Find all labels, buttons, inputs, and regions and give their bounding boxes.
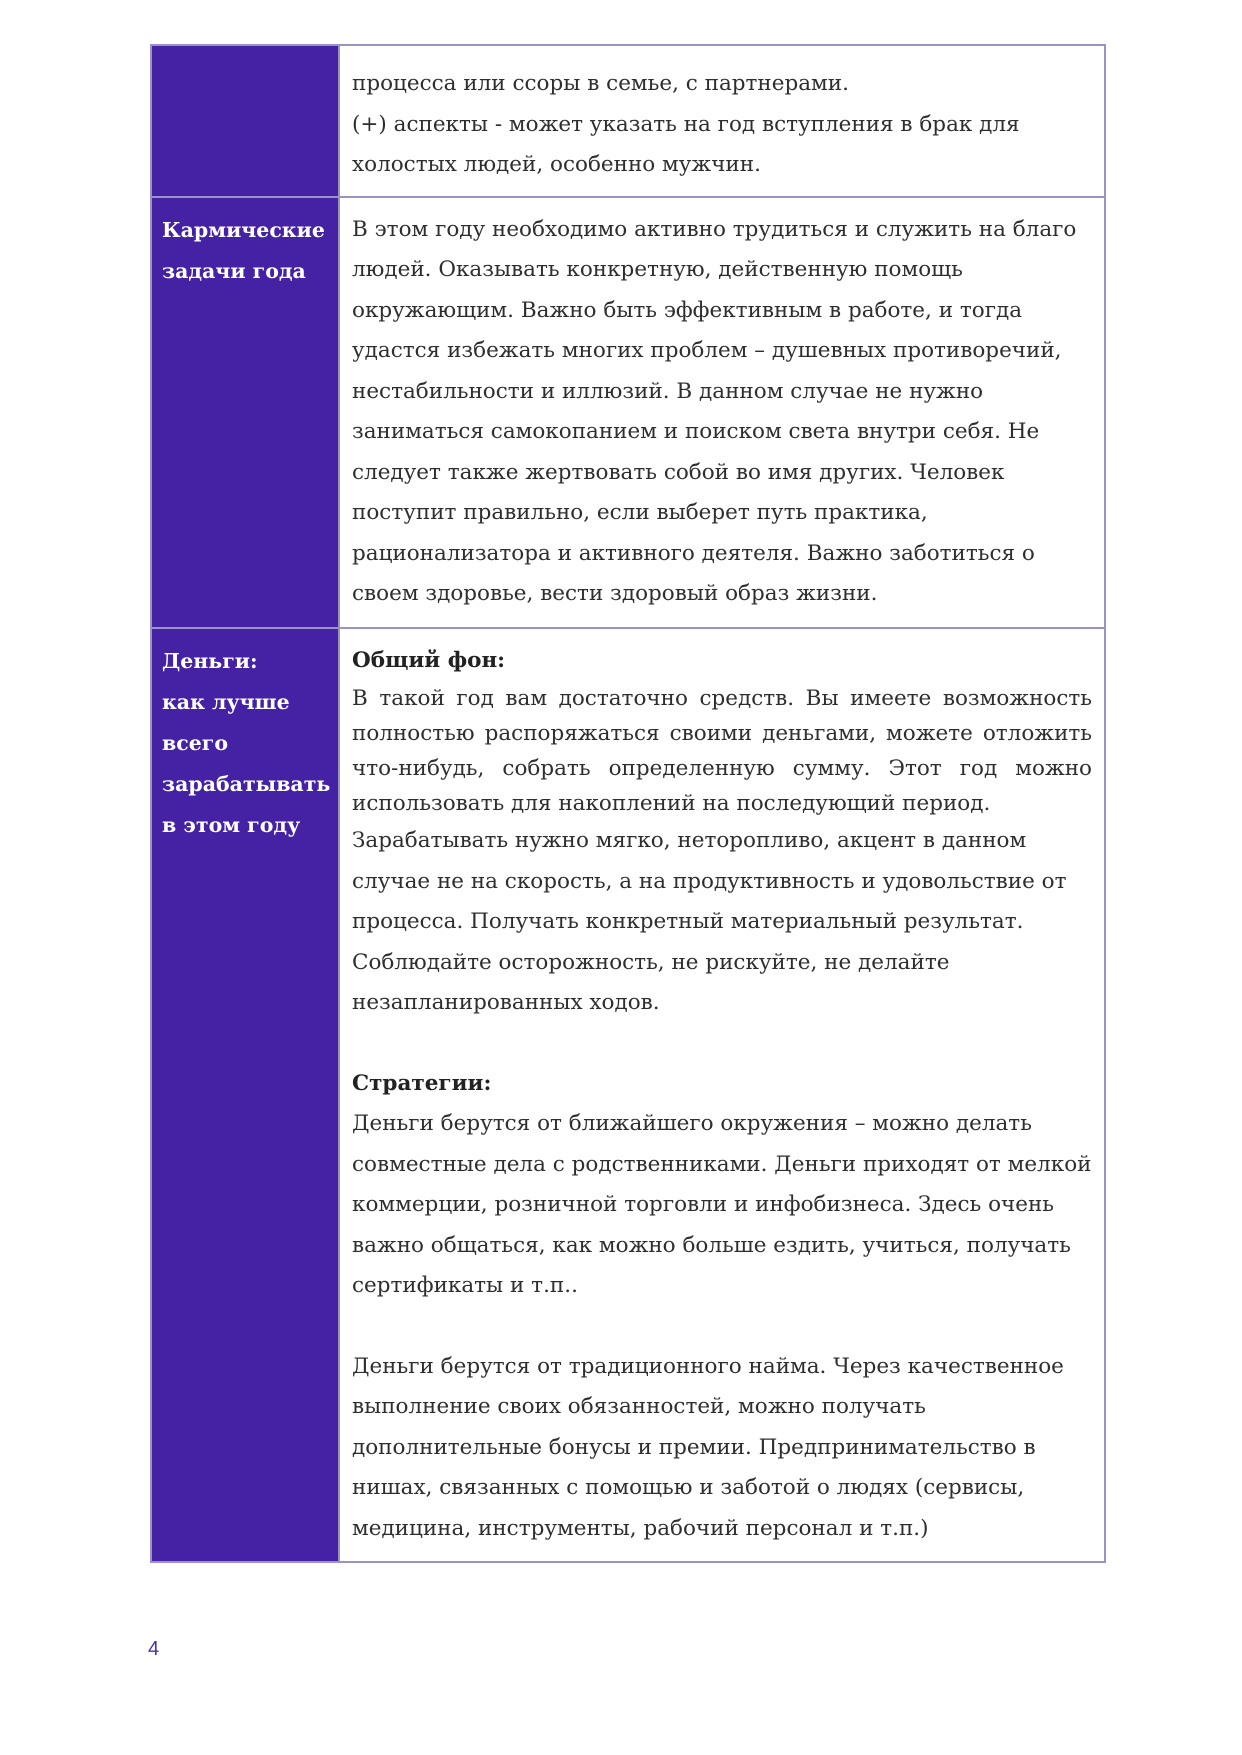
paragraph: (+) аспекты - может указать на год вступления в брак для холостых людей, особенно мужчин. (352, 111, 1020, 177)
page-number: 4 (148, 1638, 160, 1660)
paragraph: Деньги берутся от традиционного найма. Через качественное выполнение своих обязанностей, можно получать дополнительные бонусы и премии. Предпринимательство в нишах, связанных с помощью и заботой о людях (сервисы, медицина, инструменты, рабочий персонал и т.п.) (352, 1353, 1064, 1541)
row-content-cell (339, 197, 1105, 628)
row-content-cell (339, 45, 1105, 197)
row-label-cell (151, 628, 339, 1563)
row-label-karmic-tasks: Кармические задачи года (162, 217, 325, 283)
section-heading-general: Общий фон: (352, 647, 506, 673)
row-label-cell (151, 197, 339, 628)
row-label-cell (151, 45, 339, 197)
table-row (151, 197, 1105, 628)
row-content-cell (339, 628, 1105, 1563)
row-label (152, 46, 338, 58)
paragraph: Зарабатывать нужно мягко, неторопливо, акцент в данном случае не на скорость, а на продуктивность и удовольствие от процесса. Получать конкретный материальный результат. Соблюдайте осторожность, не рискуйте, не делайте незапланированных ходов. (352, 828, 1067, 1015)
paragraph: В такой год вам достаточно средств. Вы имеете возможность полностью распоряжаться своими деньгами, можете отложить что-нибудь, собрать определенную сумму. Этот год можно использовать для накоплений на последующий период. (352, 686, 1092, 816)
row-label-money: Деньги: как лучше всего зарабатывать в этом году (162, 648, 331, 837)
paragraph: Деньги берутся от ближайшего окружения – можно делать совместные дела с родственниками. Деньги приходят от мелкой коммерции, розничной торговли и инфобизнеса. Здесь очень важно общаться, как можно больше ездить, учиться, получать сертификаты и т.п.. (352, 1111, 1092, 1298)
table-row (151, 45, 1105, 197)
table-row (151, 628, 1105, 1563)
spacer (352, 1307, 1092, 1347)
content-table (150, 44, 1106, 1563)
paragraph: В этом году необходимо активно трудиться и служить на благо людей. Оказывать конкретную, действенную помощь окружающим. Важно быть эффективным в работе, и тогда удастся избежать многих проблем – душевных противоречий, нестабильности и иллюзий. В данном случае не нужно заниматься самокопанием и поиском света внутри себя. Не следует также жертвовать собой во имя других. Человек поступит правильно, если выберет путь практика, рационализатора и активного деятеля. Важно заботиться о своем здоровье, вести здоровый образ жизни. (352, 216, 1077, 606)
section-heading-strategies: Стратегии: (352, 1070, 492, 1096)
paragraph: процесса или ссоры в семье, с партнерами. (352, 71, 849, 96)
spacer (352, 1024, 1092, 1064)
